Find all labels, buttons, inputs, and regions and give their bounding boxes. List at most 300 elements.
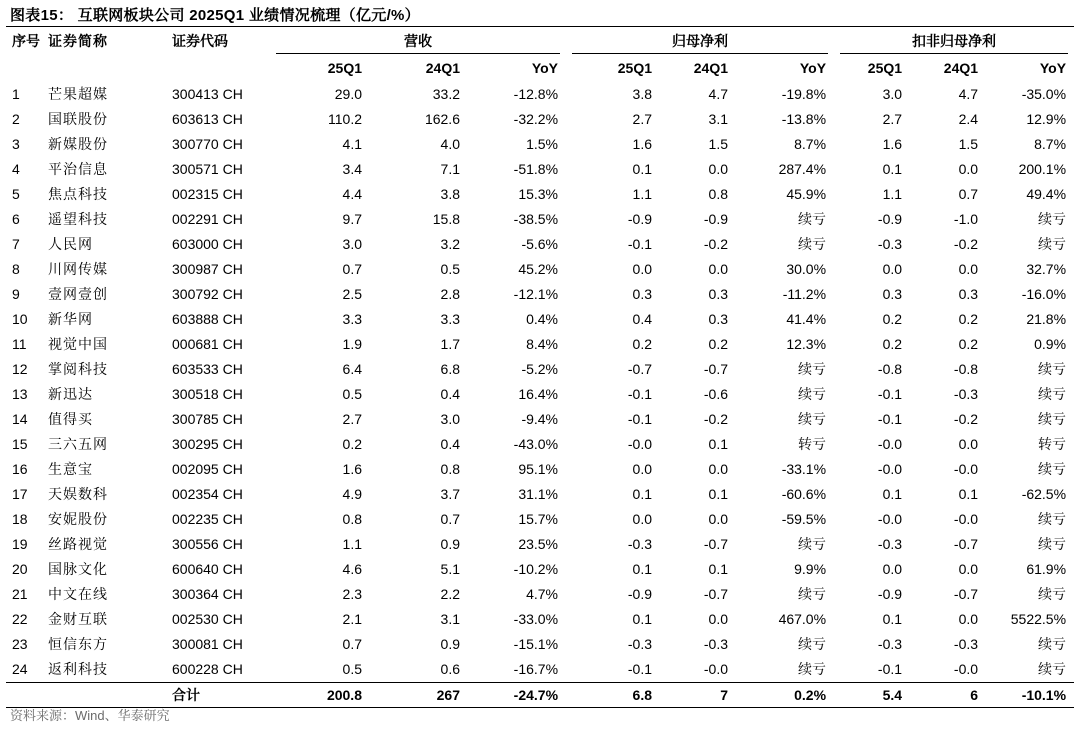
cell-rev-24q1: 2.2 [440,586,460,602]
cell-rev-yoy: -5.6% [521,236,559,252]
cell-code: 300295 CH [172,436,243,452]
cell-adj-24q1: -0.3 [953,386,979,402]
cell-rev-25q1: 3.3 [342,311,362,327]
cell-seq: 1 [12,86,20,102]
cell-np-25q1: 0.3 [632,286,653,302]
cell-adj-yoy: 61.9% [1026,561,1067,577]
cell-code: 300571 CH [172,161,243,177]
cell-np-24q1: 4.7 [708,86,729,102]
cell-adj-yoy: 32.7% [1026,261,1067,277]
cell-code: 603533 CH [172,361,243,377]
cell-np-25q1: 0.4 [632,311,653,327]
table-row [6,357,1074,382]
cell-rev-24q1: 3.3 [440,311,460,327]
cell-seq: 12 [12,361,28,377]
cell-rev-25q1: 0.8 [342,511,362,527]
cell-code: 002291 CH [172,211,243,227]
table-row [6,282,1074,307]
cell-seq: 7 [12,236,20,252]
cell-np-yoy: -33.1% [781,461,827,477]
cell-np-24q1: -0.2 [703,236,729,252]
header-name: 证券简称 [48,32,108,49]
total-cell: 5.4 [834,683,910,708]
cell-adj-24q1: 0.2 [958,311,979,327]
cell-np-24q1: 0.1 [708,486,729,502]
cell-adj-25q1: -0.3 [877,536,903,552]
cell-rev-24q1: 0.9 [440,536,460,552]
cell-adj-yoy: 续亏 [1038,636,1067,652]
cell-adj-25q1: -0.3 [877,236,903,252]
cell-rev-24q1: 3.0 [440,411,460,427]
cell-seq: 4 [12,161,20,177]
cell-name: 安妮股份 [48,511,108,527]
cell-adj-25q1: -0.8 [877,361,903,377]
cell-rev-yoy: -9.4% [521,411,559,427]
cell-np-24q1: 0.0 [708,511,729,527]
cell-rev-yoy: 15.3% [518,186,559,202]
total-cell: 200.8 [270,683,370,708]
table-row [6,82,1074,107]
cell-name: 平治信息 [48,161,108,177]
cell-code: 002235 CH [172,511,243,527]
cell-adj-24q1: 0.3 [958,286,979,302]
cell-rev-yoy: 8.4% [526,336,559,352]
total-cell: 267 [370,683,468,708]
cell-np-25q1: 0.0 [632,261,653,277]
cell-rev-yoy: 0.4% [526,311,559,327]
cell-adj-24q1: -0.2 [953,236,979,252]
cell-name: 三六五网 [48,436,108,452]
cell-adj-yoy: 8.7% [1034,136,1067,152]
cell-rev-24q1: 15.8 [432,211,460,227]
cell-adj-25q1: 2.7 [882,111,903,127]
cell-adj-25q1: 3.0 [882,86,903,102]
cell-code: 002095 CH [172,461,243,477]
cell-rev-yoy: 95.1% [518,461,559,477]
cell-np-25q1: 0.0 [632,461,653,477]
cell-adj-25q1: -0.0 [877,461,903,477]
cell-adj-yoy: 21.8% [1026,311,1067,327]
source-note: 资料来源：Wind、华泰研究 [10,708,170,723]
cell-name: 遥望科技 [48,211,108,227]
cell-rev-yoy: 4.7% [526,586,559,602]
header-sub: 24Q1 [693,59,729,76]
cell-rev-yoy: -43.0% [513,436,559,452]
total-cell: 0.2% [736,683,834,708]
cell-rev-yoy: 23.5% [518,536,559,552]
cell-rev-yoy: 1.5% [526,136,559,152]
cell-seq: 3 [12,136,20,152]
cell-rev-yoy: -12.8% [513,86,559,102]
earnings-table [6,28,1074,708]
table-row [6,607,1074,632]
cell-np-24q1: 0.1 [708,436,729,452]
cell-np-25q1: 0.2 [632,336,653,352]
cell-code: 603613 CH [172,111,243,127]
table-row [6,307,1074,332]
cell-np-25q1: 0.0 [632,511,653,527]
cell-rev-25q1: 2.7 [342,411,362,427]
header-sub: 25Q1 [617,59,653,76]
cell-rev-25q1: 0.5 [342,661,362,677]
cell-np-yoy: 续亏 [798,636,827,652]
cell-adj-25q1: -0.0 [877,436,903,452]
cell-np-25q1: -0.1 [627,661,653,677]
cell-np-25q1: -0.3 [627,536,653,552]
cell-np-25q1: -0.7 [627,361,653,377]
cell-np-yoy: 9.9% [794,561,827,577]
cell-rev-yoy: -15.1% [513,636,559,652]
header-sub: 24Q1 [943,59,979,76]
cell-adj-24q1: -0.3 [953,636,979,652]
cell-np-yoy: 续亏 [798,361,827,377]
cell-name: 掌阅科技 [48,361,108,377]
cell-rev-24q1: 2.8 [440,286,460,302]
cell-adj-24q1: 2.4 [958,111,979,127]
cell-name: 焦点科技 [48,186,108,202]
cell-adj-24q1: -1.0 [953,211,979,227]
cell-np-24q1: 0.0 [708,161,729,177]
cell-np-25q1: -0.3 [627,636,653,652]
table-row [6,632,1074,657]
cell-seq: 5 [12,186,20,202]
cell-adj-yoy: 0.9% [1034,336,1067,352]
cell-rev-24q1: 0.4 [440,436,460,452]
cell-rev-yoy: 45.2% [518,261,559,277]
cell-np-25q1: 0.1 [632,161,653,177]
cell-rev-25q1: 1.1 [342,536,362,552]
cell-np-yoy: 续亏 [798,211,827,227]
header-group-adj-net-profit: 扣非归母净利 [834,28,1074,54]
cell-adj-25q1: -0.3 [877,636,903,652]
cell-code: 002530 CH [172,611,243,627]
cell-name: 人民网 [48,236,93,252]
cell-name: 国脉文化 [48,561,108,577]
cell-name: 中文在线 [48,586,108,602]
cell-np-24q1: 1.5 [708,136,729,152]
cell-adj-yoy: 200.1% [1018,161,1067,177]
cell-adj-24q1: 0.7 [958,186,979,202]
cell-adj-25q1: 1.6 [882,136,903,152]
table-row [6,457,1074,482]
cell-code: 300518 CH [172,386,243,402]
cell-adj-25q1: -0.1 [877,411,903,427]
cell-adj-24q1: -0.0 [953,661,979,677]
cell-np-24q1: 0.1 [708,561,729,577]
cell-rev-yoy: -32.2% [513,111,559,127]
cell-name: 新迅达 [48,386,93,402]
cell-seq: 22 [12,611,28,627]
cell-np-25q1: 0.1 [632,561,653,577]
cell-np-24q1: 0.0 [708,261,729,277]
cell-code: 300413 CH [172,86,243,102]
cell-adj-25q1: 0.2 [882,311,903,327]
cell-adj-24q1: 1.5 [958,136,979,152]
cell-rev-25q1: 0.7 [342,261,362,277]
table-row [6,332,1074,357]
table-body [6,82,1074,683]
cell-name: 值得买 [48,411,93,427]
header-sub: YoY [1039,59,1067,76]
cell-name: 金财互联 [48,611,108,627]
title-rule [6,26,1074,27]
cell-rev-25q1: 29.0 [334,86,362,102]
cell-adj-24q1: 0.2 [958,336,979,352]
total-label: 合计 [170,683,270,708]
cell-rev-yoy: -10.2% [513,561,559,577]
cell-np-yoy: 287.4% [778,161,827,177]
table-row [6,207,1074,232]
cell-rev-24q1: 3.7 [440,486,460,502]
cell-np-24q1: -0.7 [703,536,729,552]
cell-seq: 17 [12,486,28,502]
cell-rev-24q1: 0.4 [440,386,460,402]
cell-np-yoy: 45.9% [786,186,827,202]
cell-seq: 6 [12,211,20,227]
cell-np-yoy: 续亏 [798,586,827,602]
cell-name: 新媒股份 [48,136,108,152]
cell-np-yoy: -59.5% [781,511,827,527]
cell-np-24q1: 0.0 [708,461,729,477]
cell-name: 川网传媒 [48,261,108,277]
cell-adj-yoy: -16.0% [1021,286,1067,302]
cell-seq: 23 [12,636,28,652]
cell-np-yoy: 12.3% [786,336,827,352]
cell-adj-24q1: -0.7 [953,586,979,602]
cell-name: 新华网 [48,311,93,327]
cell-code: 300081 CH [172,636,243,652]
cell-rev-24q1: 5.1 [440,561,460,577]
cell-adj-24q1: -0.0 [953,461,979,477]
cell-seq: 8 [12,261,20,277]
cell-name: 视觉中国 [48,336,108,352]
cell-adj-yoy: 续亏 [1038,236,1067,252]
cell-rev-25q1: 4.4 [342,186,362,202]
cell-rev-24q1: 7.1 [440,161,460,177]
cell-rev-yoy: 31.1% [518,486,559,502]
header-sub: 25Q1 [867,59,903,76]
header-group-revenue: 营收 [270,28,566,54]
cell-seq: 16 [12,461,28,477]
cell-np-25q1: 0.1 [632,486,653,502]
cell-code: 603000 CH [172,236,243,252]
cell-code: 600640 CH [172,561,243,577]
cell-adj-yoy: 续亏 [1038,386,1067,402]
cell-code: 300770 CH [172,136,243,152]
table-row [6,582,1074,607]
cell-rev-24q1: 0.6 [440,661,460,677]
cell-rev-25q1: 110.2 [328,111,362,127]
cell-rev-24q1: 3.1 [440,611,460,627]
cell-adj-yoy: 续亏 [1038,211,1067,227]
cell-adj-yoy: 5522.5% [1010,611,1067,627]
table-row [6,382,1074,407]
table-row [6,157,1074,182]
cell-rev-yoy: -5.2% [521,361,559,377]
cell-adj-24q1: 0.0 [958,561,979,577]
cell-code: 002315 CH [172,186,243,202]
cell-rev-yoy: -38.5% [513,211,559,227]
cell-np-yoy: -60.6% [781,486,827,502]
total-cell: -24.7% [468,683,566,708]
cell-adj-24q1: 0.0 [958,161,979,177]
cell-code: 300792 CH [172,286,243,302]
cell-np-yoy: -13.8% [781,111,827,127]
cell-name: 丝路视觉 [48,536,108,552]
cell-np-25q1: 1.6 [632,136,653,152]
cell-adj-25q1: 0.1 [882,611,903,627]
cell-rev-24q1: 4.0 [440,136,460,152]
cell-rev-24q1: 3.8 [440,186,460,202]
cell-adj-24q1: -0.2 [953,411,979,427]
header-seq: 序号 [12,32,40,49]
header-sub: YoY [531,59,559,76]
cell-rev-24q1: 6.8 [440,361,460,377]
table-row [6,232,1074,257]
cell-np-24q1: 0.0 [708,611,729,627]
cell-name: 天娱数科 [48,486,108,502]
cell-np-24q1: -0.6 [703,386,729,402]
cell-adj-25q1: -0.9 [877,586,903,602]
cell-np-25q1: -0.1 [627,386,653,402]
total-row [6,683,1074,708]
cell-rev-25q1: 4.1 [342,136,362,152]
cell-adj-yoy: 转亏 [1038,436,1067,452]
cell-seq: 18 [12,511,28,527]
cell-rev-25q1: 1.9 [342,336,362,352]
cell-rev-yoy: 15.7% [518,511,559,527]
cell-code: 300987 CH [172,261,243,277]
cell-adj-yoy: 续亏 [1038,586,1067,602]
cell-np-yoy: 467.0% [778,611,827,627]
table-row [6,257,1074,282]
cell-np-25q1: -0.0 [627,436,653,452]
header-sub-row [6,54,1074,82]
cell-adj-yoy: -35.0% [1021,86,1067,102]
cell-rev-25q1: 4.9 [342,486,362,502]
cell-np-24q1: 0.2 [708,336,729,352]
cell-adj-25q1: 0.3 [882,286,903,302]
cell-adj-24q1: 4.7 [958,86,979,102]
cell-adj-24q1: 0.1 [958,486,979,502]
cell-seq: 10 [12,311,28,327]
table-row [6,507,1074,532]
cell-adj-25q1: 1.1 [882,186,903,202]
cell-seq: 2 [12,111,20,127]
header-group-net-profit: 归母净利 [566,28,834,54]
cell-name: 恒信东方 [48,636,108,652]
cell-adj-yoy: 续亏 [1038,411,1067,427]
cell-np-yoy: 30.0% [786,261,827,277]
cell-adj-25q1: -0.0 [877,511,903,527]
cell-np-yoy: 续亏 [798,411,827,427]
cell-adj-yoy: 续亏 [1038,361,1067,377]
cell-rev-24q1: 33.2 [432,86,460,102]
cell-code: 300364 CH [172,586,243,602]
table-row [6,107,1074,132]
cell-rev-yoy: -33.0% [513,611,559,627]
cell-seq: 21 [12,586,28,602]
total-cell: 7 [660,683,736,708]
cell-np-yoy: 续亏 [798,386,827,402]
cell-rev-24q1: 1.7 [440,336,460,352]
table-row [6,407,1074,432]
cell-rev-25q1: 0.5 [342,386,362,402]
cell-adj-yoy: 续亏 [1038,461,1067,477]
cell-adj-25q1: -0.9 [877,211,903,227]
cell-rev-24q1: 0.7 [440,511,460,527]
cell-rev-25q1: 4.6 [342,561,362,577]
cell-seq: 11 [12,336,27,352]
cell-rev-25q1: 6.4 [342,361,362,377]
cell-seq: 9 [12,286,20,302]
cell-np-yoy: 41.4% [786,311,827,327]
cell-seq: 13 [12,386,28,402]
cell-np-25q1: -0.9 [627,586,653,602]
cell-np-24q1: -0.0 [703,661,729,677]
cell-code: 002354 CH [172,486,243,502]
table-row [6,482,1074,507]
cell-rev-25q1: 2.3 [342,586,362,602]
cell-rev-24q1: 0.8 [440,461,460,477]
table-row [6,532,1074,557]
cell-code: 300556 CH [172,536,243,552]
cell-seq: 24 [12,661,28,677]
cell-adj-25q1: -0.1 [877,661,903,677]
cell-adj-25q1: 0.1 [882,486,903,502]
cell-seq: 15 [12,436,28,452]
cell-np-24q1: 0.8 [708,186,729,202]
figure-title: 图表15： 互联网板块公司 2025Q1 业绩情况梳理（亿元/%） [10,7,420,24]
table-row [6,132,1074,157]
cell-np-24q1: -0.7 [703,361,729,377]
cell-name: 国联股份 [48,111,108,127]
cell-adj-yoy: 续亏 [1038,511,1067,527]
cell-adj-yoy: -62.5% [1021,486,1067,502]
total-cell: 6 [910,683,986,708]
header-sub: 25Q1 [327,59,362,76]
cell-adj-24q1: 0.0 [958,436,979,452]
cell-rev-25q1: 3.4 [342,161,362,177]
cell-seq: 19 [12,536,28,552]
cell-adj-24q1: -0.0 [953,511,979,527]
cell-code: 300785 CH [172,411,243,427]
header-group-row [6,28,1074,54]
cell-np-25q1: -0.1 [627,236,653,252]
cell-adj-24q1: -0.8 [953,361,979,377]
cell-adj-25q1: 0.2 [882,336,903,352]
cell-seq: 14 [12,411,28,427]
cell-np-25q1: 0.1 [632,611,653,627]
header-code: 证券代码 [172,32,228,49]
cell-rev-25q1: 2.1 [342,611,362,627]
cell-rev-yoy: -51.8% [513,161,559,177]
cell-np-24q1: -0.3 [703,636,729,652]
cell-np-25q1: 3.8 [632,86,653,102]
cell-np-yoy: -11.2% [782,286,827,302]
cell-np-24q1: -0.9 [703,211,729,227]
cell-adj-25q1: 0.0 [882,561,903,577]
cell-np-yoy: -19.8% [781,86,827,102]
cell-np-yoy: 续亏 [798,236,827,252]
cell-rev-25q1: 1.6 [342,461,362,477]
cell-adj-24q1: 0.0 [958,261,979,277]
cell-np-24q1: 3.1 [708,111,729,127]
cell-np-yoy: 8.7% [794,136,827,152]
cell-rev-25q1: 3.0 [342,236,362,252]
cell-rev-yoy: 16.4% [518,386,559,402]
cell-code: 000681 CH [172,336,243,352]
